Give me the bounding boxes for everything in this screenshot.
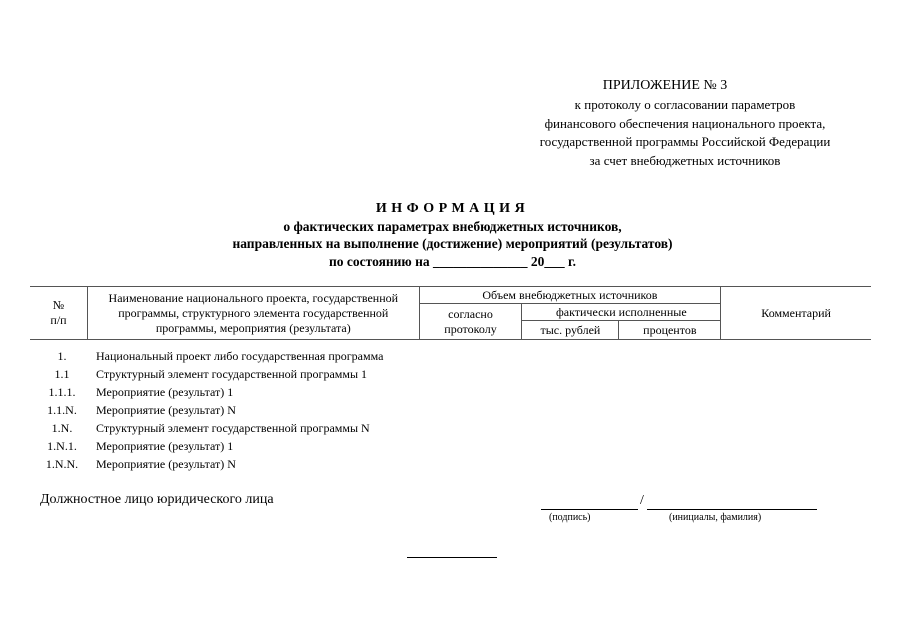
table-row	[30, 365, 530, 383]
row-number: 1.N.N.	[45, 457, 79, 471]
row-number: 1.N.	[51, 421, 73, 435]
table-row	[30, 401, 530, 419]
row-name: Национальный проект либо государственная программа	[96, 349, 384, 363]
info-table-rows	[30, 347, 530, 473]
row-name: Мероприятие (результат) N	[96, 457, 236, 471]
header-actual: фактически исполненные	[522, 304, 721, 321]
signature-slash: /	[640, 493, 644, 508]
row-name: Структурный элемент государственной программы 1	[96, 367, 368, 381]
official-label: Должностное лицо юридического лица	[40, 492, 274, 507]
row-number: 1.1.1.	[48, 385, 76, 399]
row-name: Структурный элемент государственной программы N	[96, 421, 370, 435]
signature-caption: (подпись)	[549, 512, 591, 523]
name-caption: (инициалы, фамилия)	[669, 512, 762, 523]
row-name: Мероприятие (результат) 1	[96, 385, 234, 399]
row-number: 1.1.N.	[47, 403, 77, 417]
row-number: 1.1	[54, 367, 70, 381]
header-comment: Комментарий	[721, 287, 871, 340]
header-num-line: № п/п	[50, 298, 67, 327]
document-title: ИНФОРМАЦИЯ	[375, 201, 530, 216]
row-number: 1.	[57, 349, 67, 363]
row-name: Мероприятие (результат) N	[96, 403, 236, 417]
header-planned: согласно протоколу	[419, 304, 522, 340]
document-heading	[150, 200, 755, 270]
annex-title: ПРИЛОЖЕНИЕ № 3	[602, 78, 728, 93]
header-rub: тыс. рублей	[522, 321, 619, 340]
info-table-header	[30, 286, 871, 340]
annex-line: за счет внебюджетных источников	[589, 152, 781, 168]
annex-text	[500, 96, 870, 170]
row-name: Мероприятие (результат) 1	[96, 439, 234, 453]
table-row	[30, 419, 530, 437]
signature-line	[541, 509, 638, 510]
header-volume: Объем внебюджетных источников	[419, 287, 721, 304]
annex-line: государственной программы Российской Федерации	[539, 134, 831, 149]
row-number: 1.N.1.	[47, 439, 77, 453]
annex-line: к протоколу о согласовании параметров	[574, 97, 796, 112]
table-row	[30, 455, 530, 473]
header-name: Наименование национального проекта, государственной программы, структурного элемента государственной программы, мероприятия (результата)	[87, 287, 419, 340]
header-pct: процентов	[619, 321, 721, 340]
table-row	[30, 437, 530, 455]
name-line	[647, 509, 817, 510]
footnote-separator	[407, 557, 497, 558]
heading-line: по состоянию на ______________ 20___ г.	[328, 253, 577, 269]
header-num	[30, 287, 87, 340]
heading-line: о фактических параметрах внебюджетных источников,	[283, 218, 622, 234]
heading-line: направленных на выполнение (достижение) мероприятий (результатов)	[232, 236, 673, 251]
table-row	[30, 383, 530, 401]
table-row	[30, 347, 530, 365]
annex-line: финансового обеспечения национального проекта,	[544, 115, 826, 131]
